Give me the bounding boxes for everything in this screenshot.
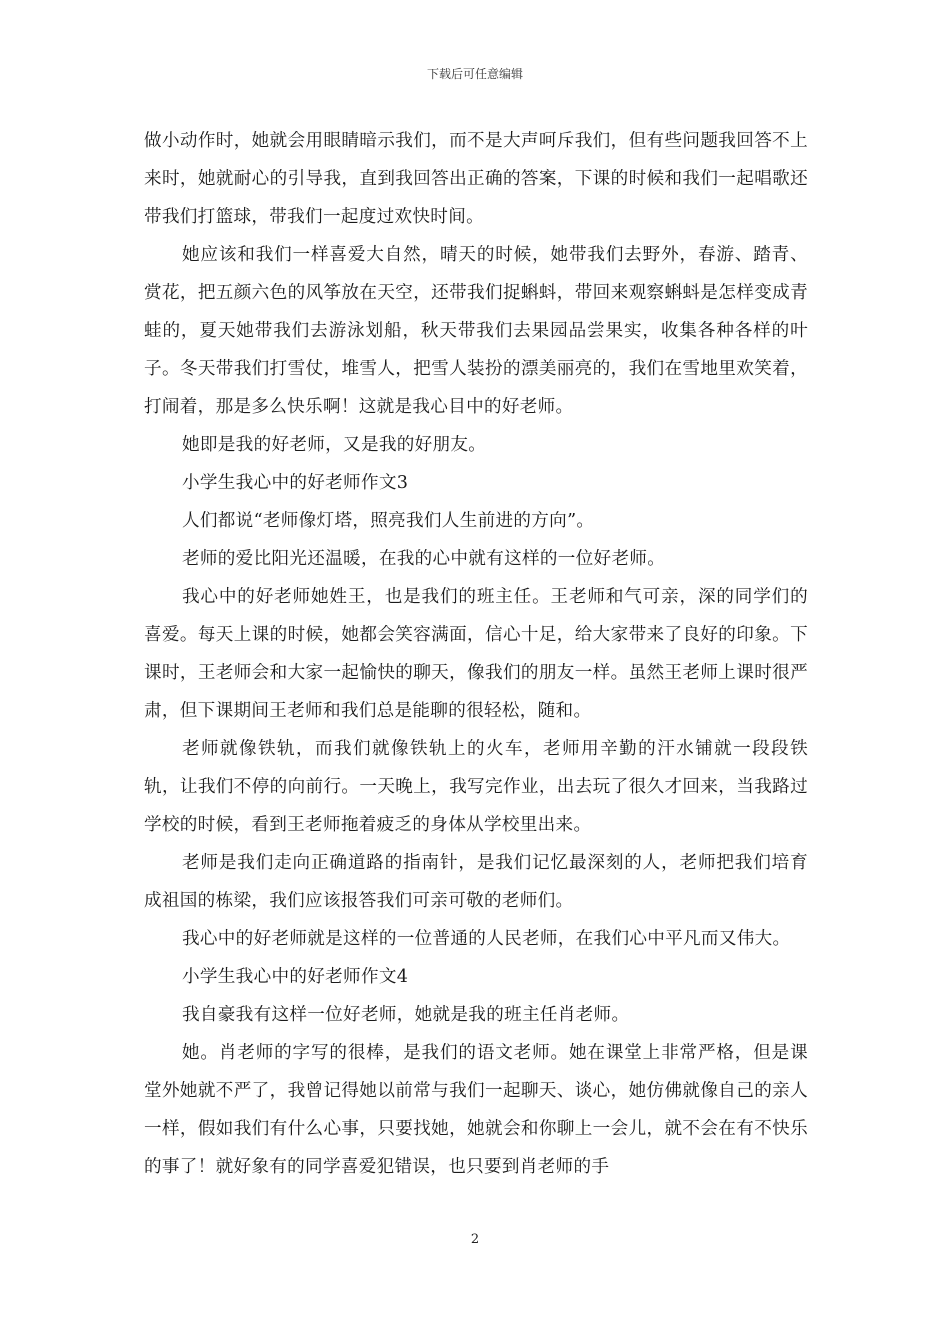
paragraph: 老师是我们走向正确道路的指南针，是我们记忆最深刻的人，老师把我们培育成祖国的栋梁，我们应该报答我们可亲可敬的老师们。 — [144, 853, 808, 911]
paragraph: 人们都说“老师像灯塔，照亮我们人生前进的方向”。 — [182, 511, 595, 531]
section-heading: 小学生我心中的好老师作文3 — [182, 473, 409, 493]
paragraph: 做小动作时，她就会用眼睛暗示我们，而不是大声呵斥我们，但有些问题我回答不上来时，她就耐心的引导我，直到我回答出正确的答案，下课的时候和我们一起唱歌还带我们打篮球，带我们一起度过欢快时间。 — [144, 131, 808, 227]
paragraph: 我心中的好老师就是这样的一位普通的人民老师，在我们心中平凡而又伟大。 — [182, 929, 791, 949]
page-header: 下载后可任意编辑 — [426, 67, 523, 81]
paragraph: 她。肖老师的字写的很棒，是我们的语文老师。她在课堂上非常严格，但是课堂外她就不严了，我曾记得她以前常与我们一起聊天、谈心，她仿佛就像自己的亲人一样，假如我们有什么心事，只要找她，她就会和你聊上一会儿，就不会在有不快乐的事了！就好象有的同学喜爱犯错误，也只要到肖老师的手 — [144, 1043, 808, 1177]
paragraph: 她应该和我们一样喜爱大自然，晴天的时候，她带我们去野外，春游、踏青、赏花，把五颜六色的风筝放在天空，还带我们捉蝌蚪，带回来观察蝌蚪是怎样变成青蛙的，夏天她带我们去游泳划船，秋天带我们去果园品尝果实，收集各种各样的叶子。冬天带我们打雪仗，堆雪人，把雪人装扮的漂美丽亮的，我们在雪地里欢笑着，打闹着，那是多么快乐啊！这就是我心目中的好老师。 — [144, 245, 808, 417]
section-heading: 小学生我心中的好老师作文4 — [182, 967, 409, 987]
paragraph: 我自豪我有这样一位好老师，她就是我的班主任肖老师。 — [182, 1005, 630, 1025]
paragraph: 老师的爱比阳光还温暖，在我的心中就有这样的一位好老师。 — [182, 549, 666, 569]
document-body — [144, 122, 808, 1186]
paragraph: 老师就像铁轨，而我们就像铁轨上的火车，老师用辛勤的汗水铺就一段段铁轨，让我们不停的向前行。一天晚上，我写完作业，出去玩了很久才回来，当我路过学校的时候，看到王老师拖着疲乏的身体从学校里出来。 — [144, 739, 808, 835]
paragraph: 我心中的好老师她姓王，也是我们的班主任。王老师和气可亲，深的同学们的喜爱。每天上课的时候，她都会笑容满面，信心十足，给大家带来了良好的印象。下课时，王老师会和大家一起愉快的聊天，像我们的朋友一样。虽然王老师上课时很严肃，但下课期间王老师和我们总是能聊的很轻松，随和。 — [144, 587, 808, 721]
page-number: 2 — [470, 1232, 480, 1247]
paragraph: 她即是我的好老师，又是我的好朋友。 — [182, 435, 487, 455]
